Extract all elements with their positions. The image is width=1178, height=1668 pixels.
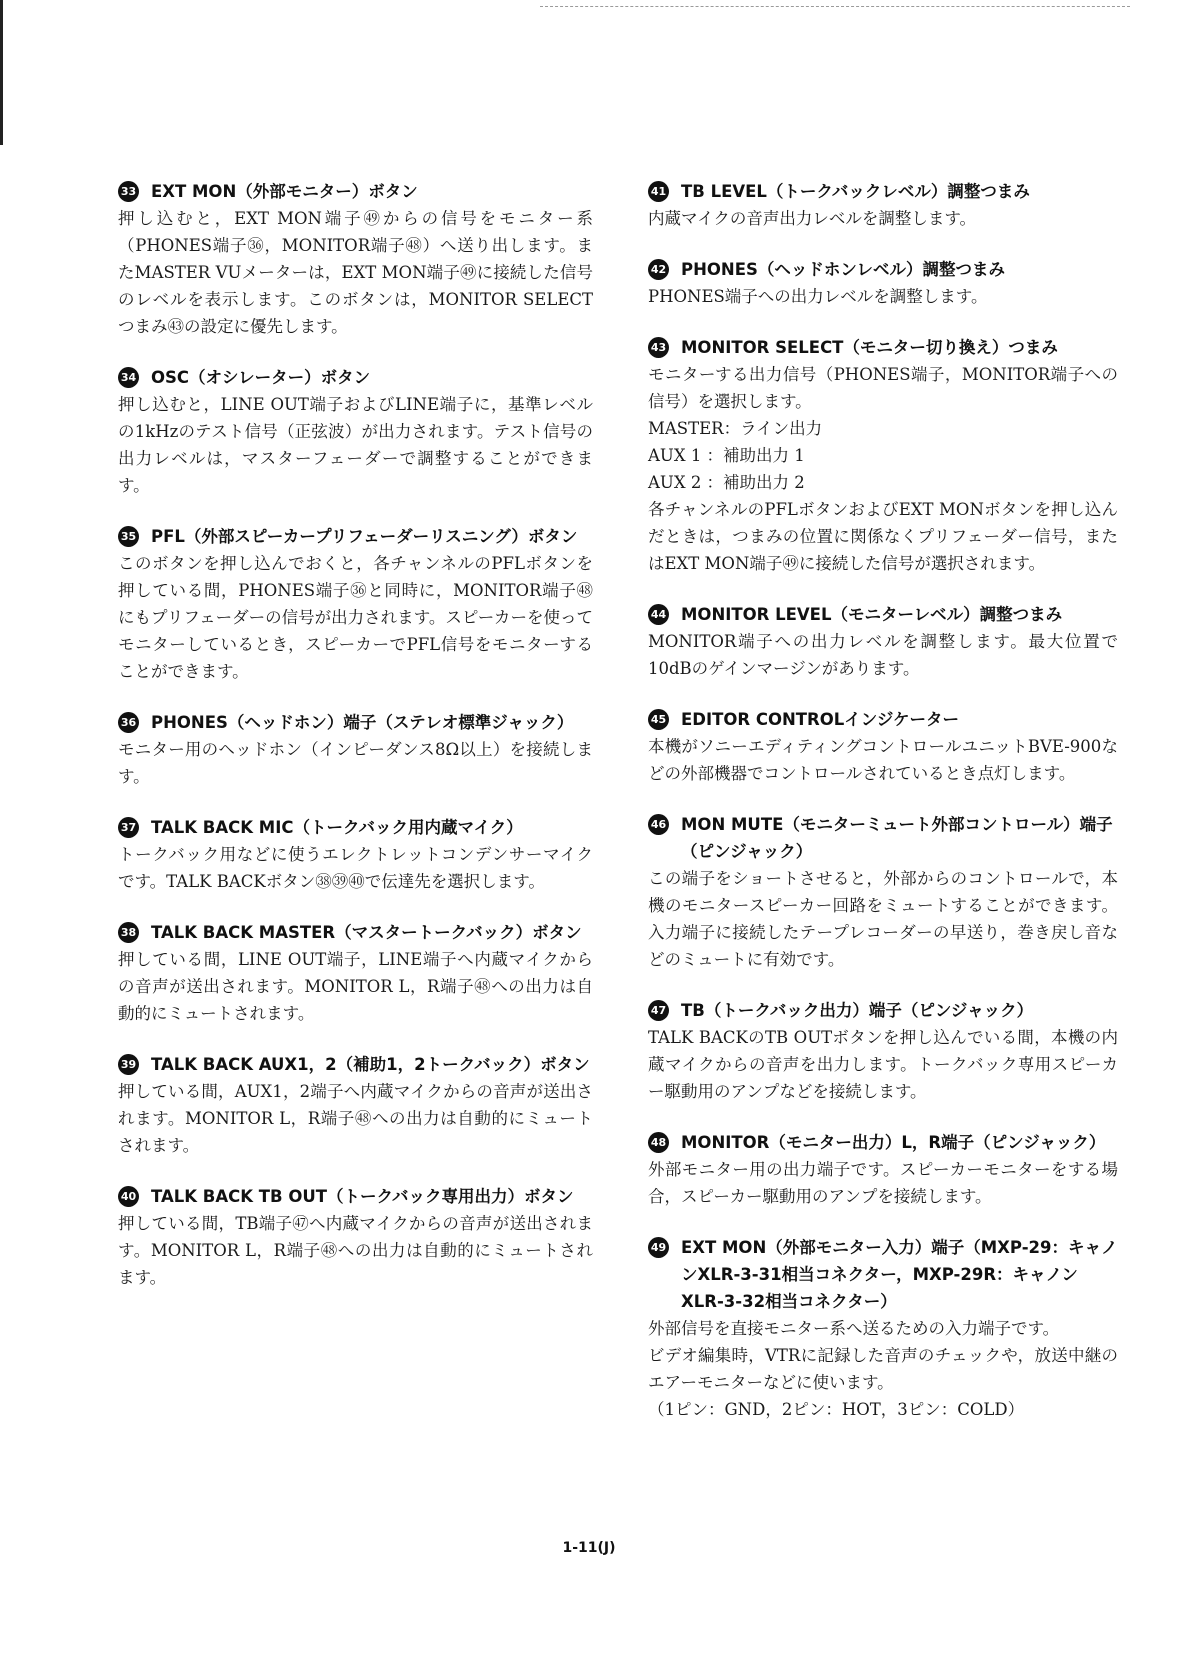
item-34: [118, 364, 593, 499]
top-edge-line: [540, 6, 1130, 7]
description-line: 外部モニター用の出力端子です。スピーカーモニターをする場合，スピーカー駆動用のアンプを接続します。: [648, 1160, 1118, 1206]
item-title: MON MUTE（モニターミュート外部コントロール）端子（ピンジャック）: [681, 815, 1113, 861]
description-line: 各チャンネルのPFLボタンおよびEXT MONボタンを押し込んだときは，つまみの位置に関係なくプリフェーダー信号，またはEXT MON端子㊾に接続した信号が選択されます。: [648, 500, 1118, 573]
item-46: [648, 811, 1118, 973]
item-description: [648, 205, 1118, 232]
item-number-badge: 47: [648, 1000, 669, 1021]
description-line: 本機がソニーエディティングコントロールユニットBVE-900などの外部機器でコントロールされているとき点灯します。: [648, 737, 1118, 783]
item-number-badge: 40: [118, 1186, 139, 1207]
item-description: 押し込むと，EXT MON端子㊾からの信号をモニター系（PHONES端子㊱，MONITOR端子㊽）へ送り出します。またMASTER VUメーターは，EXT MON端子㊾に接続した信号のレベルを表示します。このボタンは，MONITOR SELECTつまみ㊸の設定に優先します。: [118, 209, 593, 336]
item-title: TALK BACK AUX1，2（補助1，2トークバック）ボタン: [151, 1055, 590, 1074]
item-description: 押し込むと，LINE OUT端子およびLINE端子に，基準レベルの1kHzのテスト信号（正弦波）が出力されます。テスト信号の出力レベルは，マスターフェーダーで調整することができます。: [118, 395, 593, 495]
description-line: 内蔵マイクの音声出力レベルを調整します。: [648, 209, 977, 228]
item-title: MONITOR SELECT（モニター切り換え）つまみ: [681, 338, 1058, 357]
item-heading: [648, 1234, 1118, 1315]
item-44: [648, 601, 1118, 682]
item-number-badge: 38: [118, 922, 139, 943]
item-title: TALK BACK MIC（トークバック用内蔵マイク）: [151, 818, 523, 837]
item-title: EXT MON（外部モニター入力）端子（MXP-29：キャノンXLR-3-31相当コネクター，MXP-29R：キャノンXLR-3-32相当コネクター）: [681, 1238, 1118, 1311]
description-line: AUX 2 ：補助出力 2: [648, 473, 805, 492]
item-description: [648, 361, 1118, 577]
item-title: PHONES（ヘッドホンレベル）調整つまみ: [681, 260, 1005, 279]
item-title: EXT MON（外部モニター）ボタン: [151, 182, 418, 201]
item-heading: [648, 997, 1118, 1024]
description-line: AUX 1 ：補助出力 1: [648, 446, 805, 465]
item-title: TB LEVEL（トークバックレベル）調整つまみ: [681, 182, 1030, 201]
item-number-badge: 44: [648, 604, 669, 625]
item-heading: [648, 1129, 1118, 1156]
item-description: [648, 865, 1118, 973]
item-title: TB（トークバック出力）端子（ピンジャック）: [681, 1001, 1034, 1020]
item-heading: [648, 811, 1118, 865]
item-description: 押している間，TB端子㊼へ内蔵マイクからの音声が送出されます。MONITOR L，R端子㊽への出力は自動的にミュートされます。: [118, 1214, 593, 1287]
item-description: トークバック用などに使うエレクトレットコンデンサーマイクです。TALK BACKボタン㊳㊴㊵で伝達先を選択します。: [118, 845, 593, 891]
item-heading: [118, 523, 593, 550]
item-number-badge: 42: [648, 259, 669, 280]
item-heading: [118, 709, 593, 736]
item-number-badge: 36: [118, 712, 139, 733]
item-title: PFL（外部スピーカープリフェーダーリスニング）ボタン: [151, 527, 578, 546]
item-36: [118, 709, 593, 790]
description-line: 外部信号を直接モニター系へ送るための入力端子です。: [648, 1319, 1060, 1338]
item-description: [648, 1024, 1118, 1105]
item-title: TALK BACK TB OUT（トークバック専用出力）ボタン: [151, 1187, 574, 1206]
page-number: 1-11(J): [562, 1540, 616, 1556]
item-48: [648, 1129, 1118, 1210]
description-line: ビデオ編集時，VTRに記録した音声のチェックや，放送中継のエアーモニターなどに使います。: [648, 1346, 1118, 1392]
item-number-badge: 49: [648, 1237, 669, 1258]
item-heading: [648, 334, 1118, 361]
item-number-badge: 33: [118, 181, 139, 202]
item-number-badge: 48: [648, 1132, 669, 1153]
item-description: [648, 628, 1118, 682]
description-line: MONITOR端子への出力レベルを調整します。最大位置で10dBのゲインマージンがあります。: [648, 632, 1118, 678]
item-description: [648, 1156, 1118, 1210]
right-column: [648, 178, 1118, 1447]
item-42: [648, 256, 1118, 310]
item-49: [648, 1234, 1118, 1423]
item-number-badge: 35: [118, 526, 139, 547]
binding-mark: [0, 0, 3, 145]
item-number-badge: 46: [648, 814, 669, 835]
item-number-badge: 37: [118, 817, 139, 838]
item-description: [648, 733, 1118, 787]
description-line: MASTER：ライン出力: [648, 419, 823, 438]
item-description: モニター用のヘッドホン（インピーダンス8Ω以上）を接続します。: [118, 740, 593, 786]
description-line: モニターする出力信号（PHONES端子，MONITOR端子への信号）を選択します。: [648, 365, 1118, 411]
item-description: [648, 1315, 1118, 1423]
item-35: [118, 523, 593, 685]
item-heading: [648, 178, 1118, 205]
item-title: TALK BACK MASTER（マスタートークバック）ボタン: [151, 923, 582, 942]
item-description: 押している間，AUX1，2端子へ内蔵マイクからの音声が送出されます。MONITOR L，R端子㊽への出力は自動的にミュートされます。: [118, 1082, 593, 1155]
item-number-badge: 41: [648, 181, 669, 202]
item-number-badge: 34: [118, 367, 139, 388]
item-heading: [118, 178, 593, 205]
item-title: PHONES（ヘッドホン）端子（ステレオ標準ジャック）: [151, 713, 574, 732]
item-heading: [648, 256, 1118, 283]
item-heading: [648, 601, 1118, 628]
item-45: [648, 706, 1118, 787]
item-title: EDITOR CONTROLインジケーター: [681, 710, 960, 729]
item-41: [648, 178, 1118, 232]
item-description: 押している間，LINE OUT端子，LINE端子へ内蔵マイクからの音声が送出されます。MONITOR L，R端子㊽への出力は自動的にミュートされます。: [118, 950, 593, 1023]
item-heading: [118, 1183, 593, 1210]
item-title: OSC（オシレーター）ボタン: [151, 368, 371, 387]
item-title: MONITOR（モニター出力）L，R端子（ピンジャック）: [681, 1133, 1106, 1152]
item-43: [648, 334, 1118, 577]
description-line: TALK BACKのTB OUTボタンを押し込んでいる間，本機の内蔵マイクからの音声を出力します。トークバック専用スピーカー駆動用のアンプなどを接続します。: [648, 1028, 1118, 1101]
item-37: [118, 814, 593, 895]
description-line: （1ピン：GND，2ピン：HOT，3ピン：COLD）: [648, 1400, 1025, 1419]
description-line: PHONES端子への出力レベルを調整します。: [648, 287, 988, 306]
left-column: [118, 178, 593, 1315]
item-40: [118, 1183, 593, 1291]
item-heading: [118, 919, 593, 946]
item-title: MONITOR LEVEL（モニターレベル）調整つまみ: [681, 605, 1063, 624]
item-heading: [118, 364, 593, 391]
item-number-badge: 45: [648, 709, 669, 730]
item-heading: [118, 814, 593, 841]
item-heading: [118, 1051, 593, 1078]
item-description: このボタンを押し込んでおくと，各チャンネルのPFLボタンを押している間，PHONES端子㊱と同時に，MONITOR端子㊽にもプリフェーダーの信号が出力されます。スピーカーを使ってモニターしているとき，スピーカーでPFL信号をモニターすることができます。: [118, 554, 593, 681]
item-39: [118, 1051, 593, 1159]
item-number-badge: 39: [118, 1054, 139, 1075]
item-description: [648, 283, 1118, 310]
item-number-badge: 43: [648, 337, 669, 358]
item-heading: [648, 706, 1118, 733]
item-47: [648, 997, 1118, 1105]
description-line: この端子をショートさせると，外部からのコントロールで，本機のモニタースピーカー回路をミュートすることができます。入力端子に接続したテープレコーダーの早送り，巻き戻し音などのミュートに有効です。: [648, 869, 1118, 969]
item-38: [118, 919, 593, 1027]
item-33: [118, 178, 593, 340]
